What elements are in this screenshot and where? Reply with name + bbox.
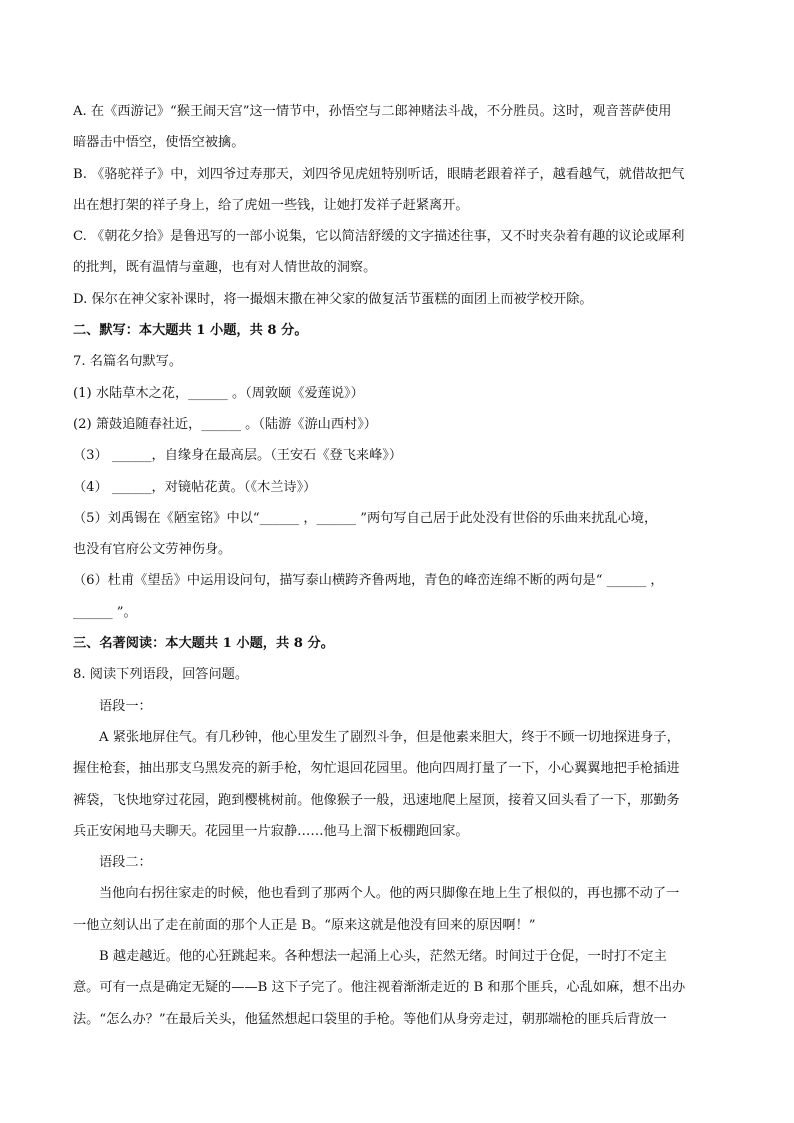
q7-item-2: (2) 箫鼓追随春社近，______ 。（陆游《游山西村》）	[73, 416, 377, 432]
q7-item-6-line-1: （6）杜甫《望岳》中运用设问句，描写泰山横跨齐鲁两地，青色的峰峦连绵不断的两句是“ ______ ，	[73, 573, 664, 589]
document-page	[73, 96, 723, 1035]
section-two-heading: 二、默写：本大题共 1 小题，共 8 分。	[73, 323, 308, 339]
q7-item-5-line-2: 也没有官府公文劳神伤身。	[73, 542, 232, 558]
option-a-line-1: A. 在《西游记》“猴王闹天宫”这一情节中，孙悟空与二郎神赌法斗战，不分胜员。这时，观音菩萨使用	[73, 104, 672, 119]
q7-item-1: (1) 水陆草木之花，______ 。（周敦颐《爱莲说》）	[73, 385, 364, 401]
option-c-line-2: 的批判，既有温情与童趣，也有对人情世故的洞察。	[73, 260, 377, 276]
passage-two-line-1: 当他向右拐往家走的时候，他也看到了那两个人。他的两只脚像在地上生了根似的，再也挪不动了一	[99, 886, 680, 902]
passage-one-line-4: 兵正安闲地马夫聊天。花园里一片寂静……他马上溜下板棚跑回家。	[73, 823, 469, 839]
section-three-heading: 三、名著阅读：本大题共 1 小题，共 8 分。	[73, 636, 334, 652]
passage-two-line-2: 一他立刻认出了走在前面的那个人正是 B。“原来这就是他没有回来的原因啊！”	[73, 917, 536, 933]
passage-one-line-3: 裤袋，飞快地穿过花园，跑到樱桃树前。他像猴子一般，迅速地爬上屋顶，接着又回头看了一下，那勤务	[73, 792, 680, 808]
option-c-line-1: C. 《朝花夕拾》是鲁迅写的一部小说集，它以简洁舒缓的文字描述往事，又不时夹杂着有趣的议论或犀利	[73, 229, 685, 245]
question-8-title: 8. 阅读下列语段，回答问题。	[73, 667, 249, 683]
passage-one-label: 语段一：	[99, 698, 152, 714]
q7-item-4: （4） ______，对镜帖花黄。（《木兰诗》）	[73, 479, 317, 495]
passage-two-label: 语段二：	[99, 855, 152, 871]
q7-item-3: （3） ______，自缘身在最高层。（王安石《登飞来峰》）	[73, 448, 403, 464]
passage-two-line-5: 法。“怎么办？”在最后关头，他猛然想起口袋里的手枪。等他们从身旁走过，朝那端枪的匪兵后背放一	[73, 1011, 667, 1027]
question-7-title: 7. 名篇名句默写。	[73, 354, 183, 370]
q7-item-6-line-2: ______ ”。	[73, 604, 137, 620]
option-b-line-2: 出在想打架的祥子身上，给了虎妞一些钱，让她打发祥子赶紧离开。	[73, 197, 469, 213]
option-a-line-2: 暗器击中悟空，使悟空被擒。	[73, 135, 245, 151]
option-b-line-1: B. 《骆驼祥子》中，刘四爷过寿那天，刘四爷见虎妞特别听话，眼睛老跟着祥子，越看越气，就借故把气	[73, 166, 685, 182]
passage-one-line-1: A 紧张地屏住气。有几秒钟，他心里发生了剧烈斗争，但是他素来胆大，终于不顾一切地探进身子，	[99, 729, 680, 745]
q7-item-5-line-1: （5）刘禹锡在《陋室铭》中以“______ ，______ ”两句写自己居于此处没有世俗的乐曲来扰乱心境，	[73, 510, 658, 526]
option-d-line: D. 保尔在神父家补课时，将一撮烟末撒在神父家的做复活节蛋糕的面团上而被学校开除。	[73, 291, 593, 307]
passage-one-line-2: 握住枪套，抽出那支乌黑发亮的新手枪，匆忙退回花园里。他向四周打量了一下，小心翼翼地把手枪插进	[73, 761, 680, 777]
passage-two-line-3: B 越走越近。他的心狂跳起来。各种想法一起涌上心头，茫然无绪。时间过于仓促，一时打不定主	[99, 949, 667, 965]
passage-two-line-4: 意。可有一点是确定无疑的——B 这下子完了。他注视着渐渐走近的 B 和那个匪兵，心乱如麻，想不出办	[73, 980, 686, 996]
